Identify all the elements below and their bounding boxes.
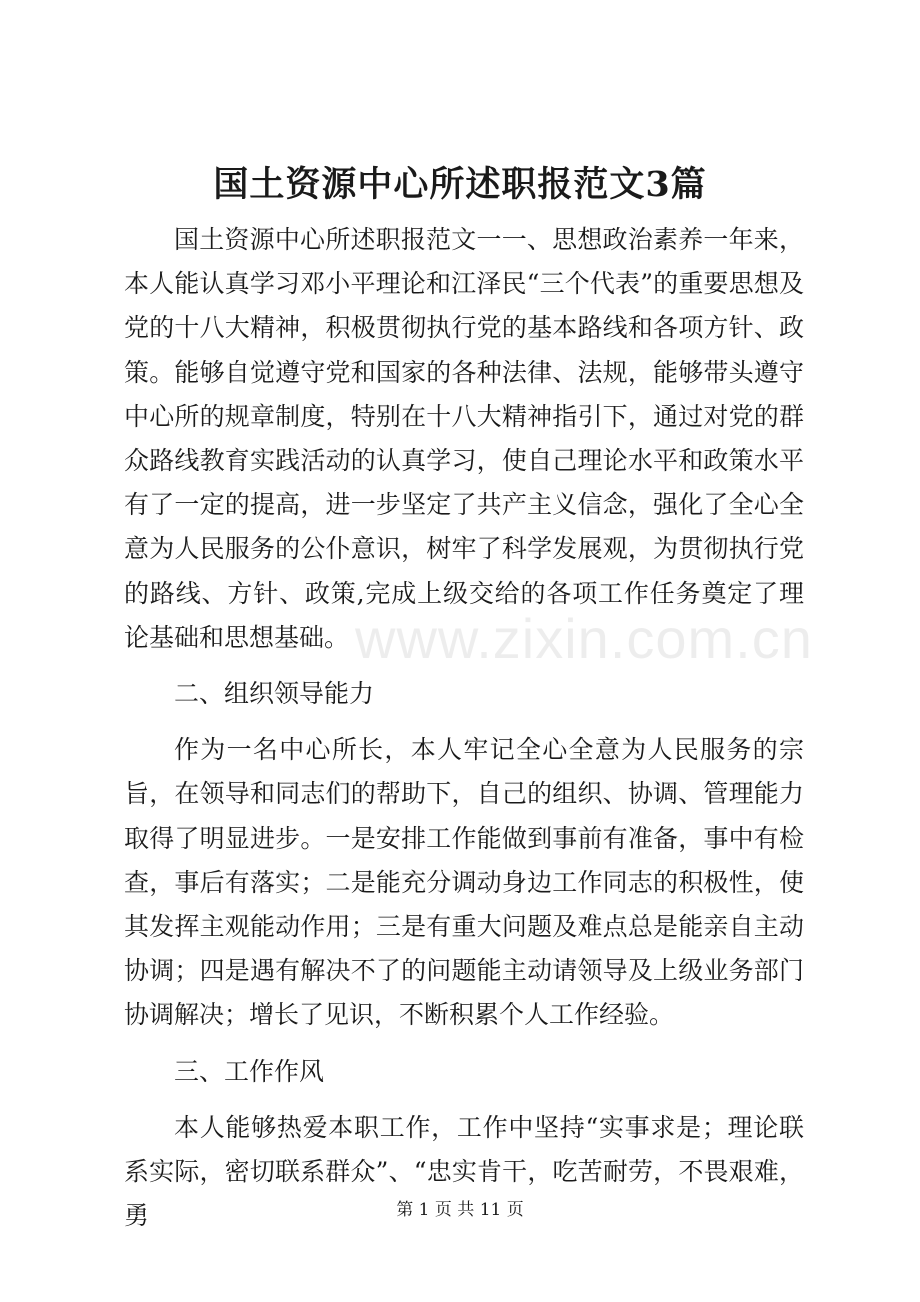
document-title: 国土资源中心所述职报范文3篇 bbox=[213, 164, 707, 205]
watermark: www.zixin.com.cn bbox=[355, 607, 813, 670]
section-heading-3: 三、工作作风 bbox=[174, 1056, 325, 1086]
document-body bbox=[124, 218, 804, 1238]
paragraph-intro: 国土资源中心所述职报范文一一、思想政治素养一年来，本人能认真学习邓小平理论和江泽民“三个代表”的重要思想及党的十八大精神，积极贯彻执行党的基本路线和各项方针、政策。能够自觉遵守党和国家的各种法律、法规，能够带头遵守中心所的规章制度，特别在十八大精神指引下，通过对党的群众路线教育实践活动的认真学习，使自己理论水平和政策水平有了一定的提高，进一步坚定了共产主义信念，强化了全心全意为人民服务的公仆意识，树牢了科学发展观，为贯彻执行党的路线、方针、政策,完成上级交给的各项工作任务奠定了理论基础和思想基础。 bbox=[124, 225, 804, 652]
section-heading-2: 二、组织领导能力 bbox=[174, 679, 375, 709]
paragraph-leadership: 作为一名中心所长，本人牢记全心全意为人民服务的宗旨，在领导和同志们的帮助下，自己的组织、协调、管理能力取得了明显进步。一是安排工作能做到事前有准备，事中有检查，事后有落实；二是能充分调动身边工作同志的积极性，使其发挥主观能动作用；三是有重大问题及难点总是能亲自主动协调；四是遇有解决不了的问题能主动请领导及上级业务部门协调解决；增长了见识，不断积累个人工作经验。 bbox=[124, 735, 804, 1030]
page-footer: 第 1 页 共 11 页 bbox=[396, 1200, 524, 1220]
paragraph-work-style: 本人能够热爱本职工作，工作中坚持“实事求是；理论联系实际，密切联系群众”、“忠实肯干，吃苦耐劳，不畏艰难，勇 bbox=[124, 1112, 804, 1231]
